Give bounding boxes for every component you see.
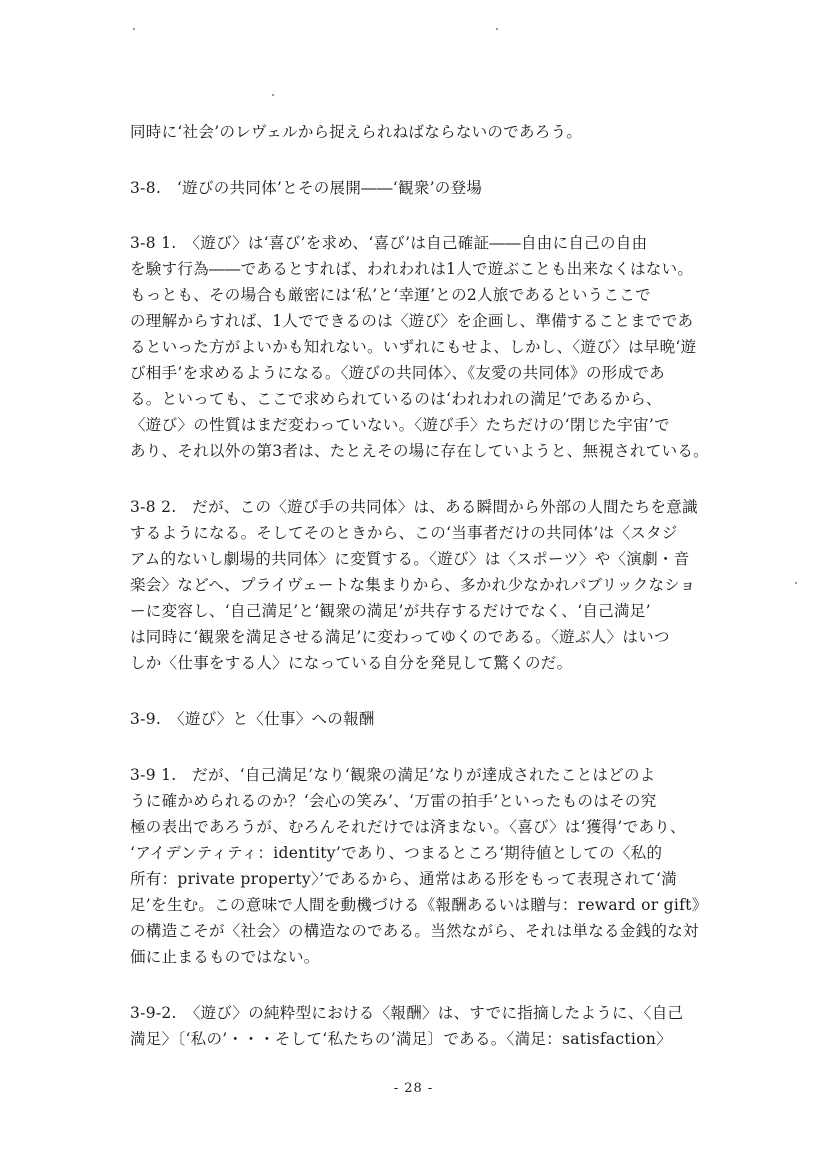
text-line: 同時に‘社会’のレヴェルから捉えられねばならないのであろう。 [130,123,583,141]
text-line: 価に止まるものではない。 [130,948,320,966]
scan-speck [795,582,797,584]
section-heading-3-9: 3-9. 〈遊び〉と〈仕事〉への報酬 [130,710,375,728]
text-line: あり、それ以外の第3者は、たとえその場に存在していようと、無視されている。 [130,442,709,460]
text-line: 3-9 1. だが、‘自己満足’なり‘観衆の満足’なりが達成されたことはどのよ [130,766,656,784]
text-line: 〈遊び〉の性質はまだ変わっていない。〈遊び手〉たちだけの‘閉じた宇宙’で [130,416,670,434]
text-line: 足’を生む。この意味で人間を動機づける《報酬あるいは贈与：reward or gift》 [130,896,708,914]
text-line: び相手’を求めるようになる。〈遊びの共同体〉、《友愛の共同体》の形成であ [130,364,665,382]
text-line: 3-8 2. だが、この〈遊び手の共同体〉は、ある瞬間から外部の人間たちを意識 [130,498,698,516]
text-line: 所有：private property〉’であるから、通常はある形をもって表現されて‘満 [130,870,678,888]
text-line: 極の表出であろうが、むろんそれだけでは済まない。〈喜び〉は‘獲得’であり、 [130,818,686,836]
text-line: の構造こそが〈社会〉の構造なのである。当然ながら、それは単なる金銭的な対 [130,922,699,940]
text-line: うに確かめられるのか？‘会心の笑み’、‘万雷の拍手’といったものはその究 [130,792,657,810]
section-heading-3-8: 3-8. ‘遊びの共同体’とその展開――‘観衆’の登場 [130,179,483,197]
text-line: しか〈仕事をする人〉になっている自分を発見して驚くのだ。 [130,654,573,672]
scan-speck [496,28,498,30]
text-line: を験す行為――であるとすれば、われわれは1人で遊ぶことも出来なくはない。 [130,260,694,278]
scan-speck [272,94,274,96]
text-line: 満足〉〔‘私の’・・・そして‘私たちの’満足〕である。〈満足：satisfaction〉 [130,1030,672,1048]
text-line: ‘アイデンティティ：identity’であり、つまるところ‘期待値としての〈私的 [130,844,663,862]
scan-speck [133,28,135,30]
text-line: は同時に‘観衆を満足させる満足’に変わってゆくのである。〈遊ぶ人〉はいつ [130,628,670,646]
text-line: る。といっても、ここで求められているのは‘われわれの満足’であるから、 [130,390,662,408]
text-line: アム的ないし劇場的共同体〉に変質する。〈遊び〉は〈スポーツ〉や〈演劇・音 [130,550,690,568]
text-line: の理解からすれば、1人でできるのは〈遊び〉を企画し、準備することまでであ [130,312,694,330]
text-line: 楽会〉などへ、プライヴェートな集まりから、多かれ少なかれパブリックなショ [130,576,696,594]
page-number: - 28 - [393,1081,434,1096]
text-line: 3-9-2. 〈遊び〉の純粋型における〈報酬〉は、すでに指摘したように、〈自己 [130,1004,684,1022]
text-line: 3-8 1. 〈遊び〉は‘喜び’を求め、‘喜び’は自己確証――自由に自己の自由 [130,234,648,252]
text-line: ーに変容し、‘自己満足’と‘観衆の満足’が共存するだけでなく、‘自己満足’ [130,602,651,620]
text-line: するようになる。そしてそのときから、この‘当事者だけの共同体’は〈スタジ [130,524,678,542]
text-line: もっとも、その場合も厳密には‘私’と‘幸運’との2人旅であるというここで [130,286,651,304]
text-line: るといった方がよいかも知れない。いずれにもせよ、しかし、〈遊び〉は早晩‘遊 [130,338,697,356]
